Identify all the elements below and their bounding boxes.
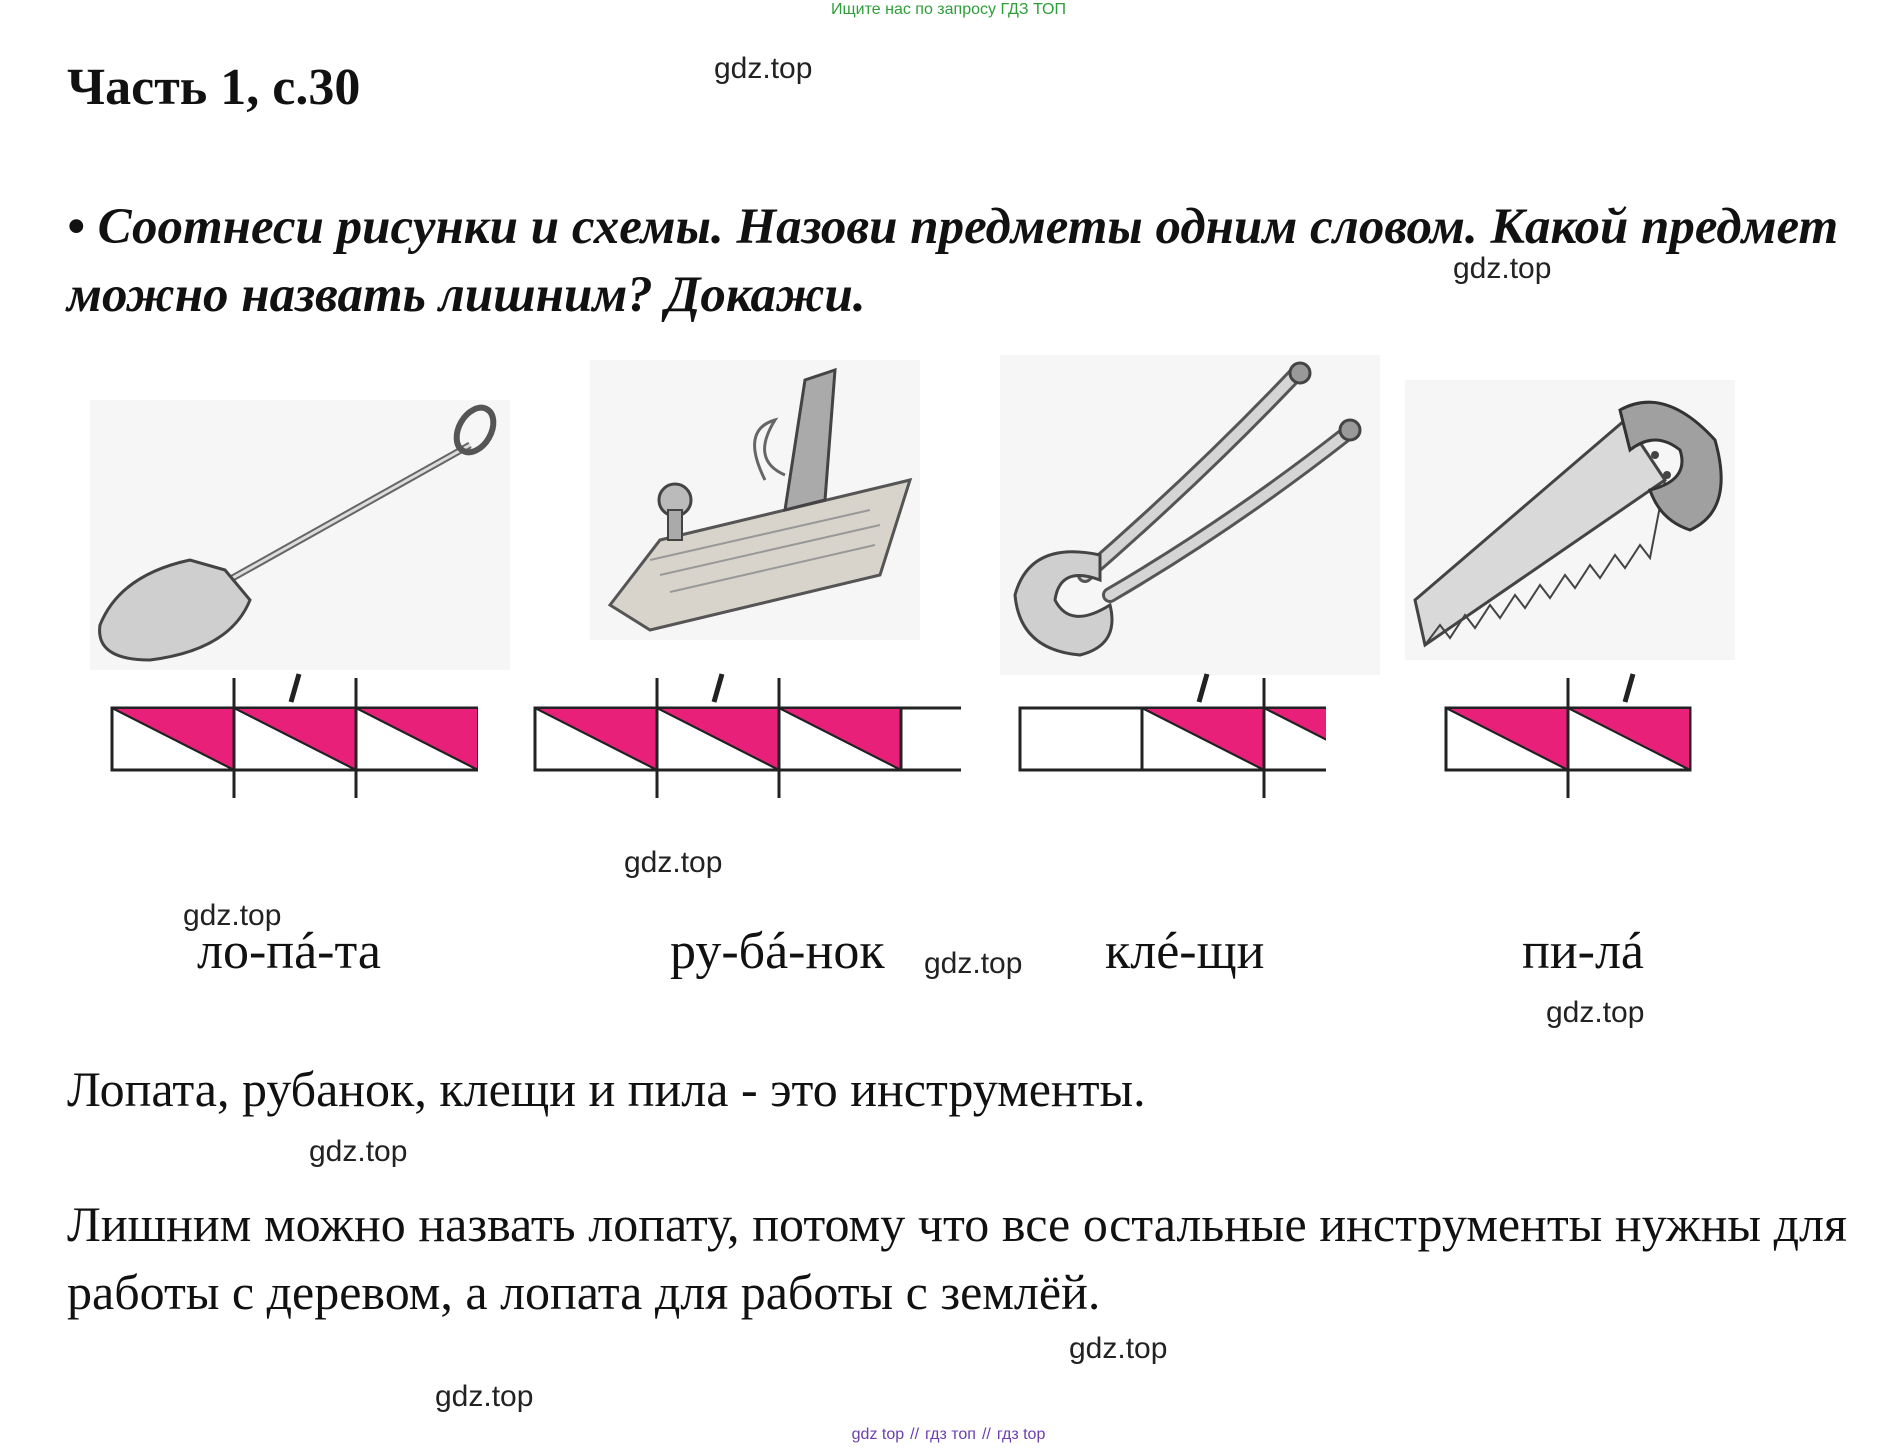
watermark: gdz.top	[309, 1135, 408, 1168]
watermark: gdz.top	[924, 947, 1023, 980]
page-title: Часть 1, с.30	[67, 59, 361, 116]
stress-mark	[714, 674, 722, 702]
watermark: gdz.top	[183, 899, 282, 932]
syllable-scheme-saw	[1442, 668, 1702, 808]
footer-link[interactable]: гдз top	[996, 1426, 1046, 1443]
stress-mark	[291, 674, 299, 702]
answer-paragraph-2: Лишним можно назвать лопату, потому что все остальные инструменты нужны для работы с деревом, а лопата для работы с землёй.	[67, 1196, 1847, 1320]
search-hint-banner: Ищите нас по запросу ГДЗ ТОП	[831, 1, 1066, 18]
footer-separator: //	[981, 1426, 991, 1443]
saw-illustration	[1405, 380, 1735, 660]
answer-paragraph-1: Лопата, рубанок, клещи и пила - это инструменты.	[67, 1061, 1146, 1117]
plane-illustration	[590, 360, 920, 640]
scheme-cell	[1020, 708, 1142, 770]
word-saw: пи-лá	[1522, 923, 1645, 980]
footer-separator: //	[910, 1426, 920, 1443]
watermark: gdz.top	[435, 1380, 534, 1413]
stress-mark	[1625, 674, 1633, 702]
scheme-cell	[901, 708, 961, 770]
word-plane: ру-бá-нок	[670, 923, 885, 980]
watermark: gdz.top	[1069, 1332, 1168, 1365]
footer-link[interactable]: гдз топ	[925, 1426, 976, 1443]
watermark: gdz.top	[624, 846, 723, 879]
watermark: gdz.top	[714, 52, 813, 85]
syllable-scheme-plane	[531, 668, 961, 808]
watermark: gdz.top	[1453, 252, 1552, 285]
stress-mark	[1199, 674, 1207, 702]
watermark: gdz.top	[1546, 996, 1645, 1029]
syllable-scheme-shovel	[108, 668, 478, 808]
word-shovel: ло-пá-та	[197, 923, 381, 980]
syllable-scheme-pincers	[1016, 668, 1326, 808]
footer-link[interactable]: gdz top	[851, 1426, 905, 1443]
task-text: • Соотнеси рисунки и схемы. Назови предметы одним словом. Какой предмет можно назвать лишним? Докажи.	[67, 199, 1839, 323]
word-pincers: клé-щи	[1105, 923, 1265, 980]
pincers-illustration	[1000, 355, 1380, 675]
shovel-illustration	[90, 400, 510, 670]
footer-links	[0, 1426, 1897, 1444]
